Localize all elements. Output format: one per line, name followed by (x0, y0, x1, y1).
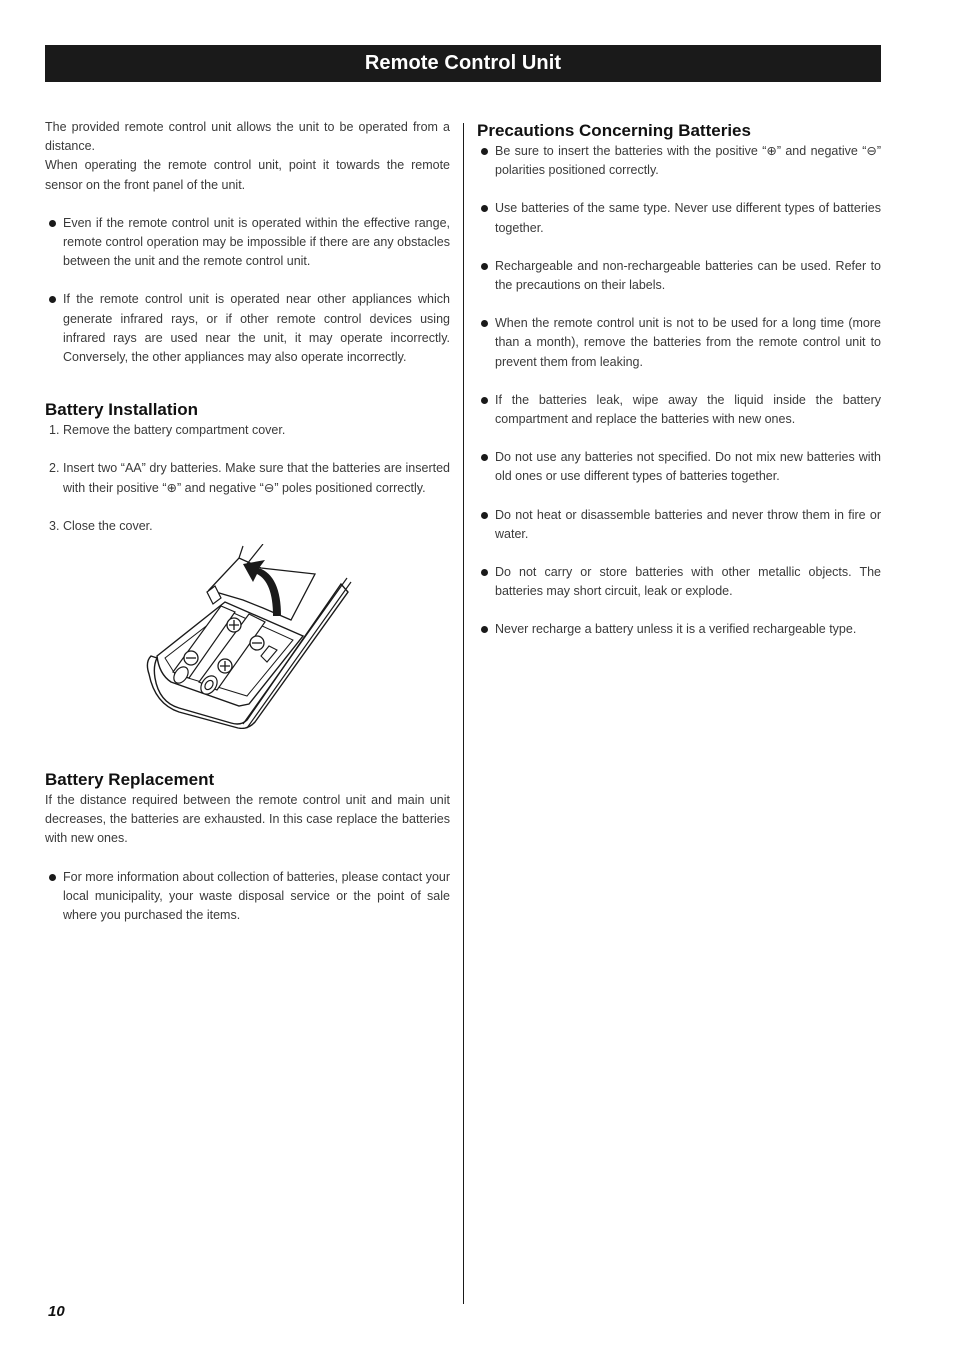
list-item: If the remote control unit is operated near other appliances which generate infrared rays, or if other remote control devices using infrared rays are used near the unit, it may operate incorrectly. Conversely, the other appliances may also operate incorrectly. (45, 290, 450, 367)
page-number: 10 (48, 1303, 65, 1320)
list-item: Rechargeable and non-rechargeable batteries can be used. Refer to the precautions on their labels. (477, 257, 881, 295)
list-item: When the remote control unit is not to be used for a long time (more than a month), remove the batteries from the remote control unit to prevent them from leaking. (477, 314, 881, 372)
battery-installation-section (45, 399, 450, 729)
battery-replacement-bullets (45, 868, 450, 926)
step-item: 2. Insert two “AA” dry batteries. Make sure that the batteries are inserted with their positive “⊕” and negative “⊖” poles positioned correctly. (49, 461, 450, 495)
bullet-icon (481, 397, 488, 404)
list-item: Do not use any batteries not specified. Do not mix new batteries with old ones or use different types of batteries together. (477, 448, 881, 486)
list-item: For more information about collection of batteries, please contact your local municipality, your waste disposal service or the point of sale where you purchased the items. (45, 868, 450, 926)
bullet-icon (49, 296, 56, 303)
right-column (477, 118, 881, 659)
list-item: Do not carry or store batteries with other metallic objects. The batteries may short circuit, leak or explode. (477, 563, 881, 601)
list-item: Use batteries of the same type. Never use different types of batteries together. (477, 199, 881, 237)
left-column (45, 118, 450, 944)
list-item: Be sure to insert the batteries with the positive “⊕” and negative “⊖” polarities positioned correctly. (477, 142, 881, 180)
intro-paragraph: The provided remote control unit allows the unit to be operated from a distance. (45, 120, 450, 154)
plus-icon (218, 659, 232, 673)
list-item: If the batteries leak, wipe away the liquid inside the battery compartment and replace the batteries with new ones. (477, 391, 881, 429)
minus-icon (250, 636, 264, 650)
battery-replacement-paragraph: If the distance required between the remote control unit and main unit decreases, the batteries are exhausted. In this case replace the batteries with new ones. (45, 793, 450, 846)
list-item: Never recharge a battery unless it is a verified rechargeable type. (477, 620, 881, 639)
battery-replacement-section (45, 769, 450, 925)
bullet-icon (481, 454, 488, 461)
precautions-heading: Precautions Concerning Batteries (477, 121, 751, 140)
intro-bullet-list (45, 214, 450, 367)
list-item: Even if the remote control unit is operated within the effective range, remote control operation may be impossible if there are any obstacles between the unit and the remote control unit. (45, 214, 450, 272)
step-item: 3. Close the cover. (49, 518, 153, 533)
plus-icon (227, 618, 241, 632)
bullet-icon (49, 220, 56, 227)
cover-edge (239, 546, 243, 558)
bullet-icon (481, 626, 488, 633)
step-item: 1. Remove the battery compartment cover. (49, 423, 286, 438)
minus-icon (184, 651, 198, 665)
intro-paragraph-2: When operating the remote control unit, point it towards the remote sensor on the front panel of the unit. (45, 158, 450, 192)
bullet-icon (481, 512, 488, 519)
battery-compartment-illustration (143, 544, 353, 729)
page-title-bar (45, 45, 881, 82)
bullet-icon (481, 320, 488, 327)
bullet-icon (481, 263, 488, 270)
page-title: Remote Control Unit (364, 52, 562, 74)
bullet-icon (481, 569, 488, 576)
bullet-icon (49, 874, 56, 881)
battery-replacement-heading: Battery Replacement (45, 770, 215, 790)
list-item: Do not heat or disassemble batteries and never throw them in fire or water. (477, 506, 881, 544)
battery-installation-heading: Battery Installation (45, 400, 199, 420)
precautions-bullet-list (477, 142, 881, 640)
bullet-icon (481, 205, 488, 212)
battery-installation-steps (45, 421, 450, 536)
bullet-icon (481, 148, 488, 155)
column-divider (463, 123, 464, 1304)
